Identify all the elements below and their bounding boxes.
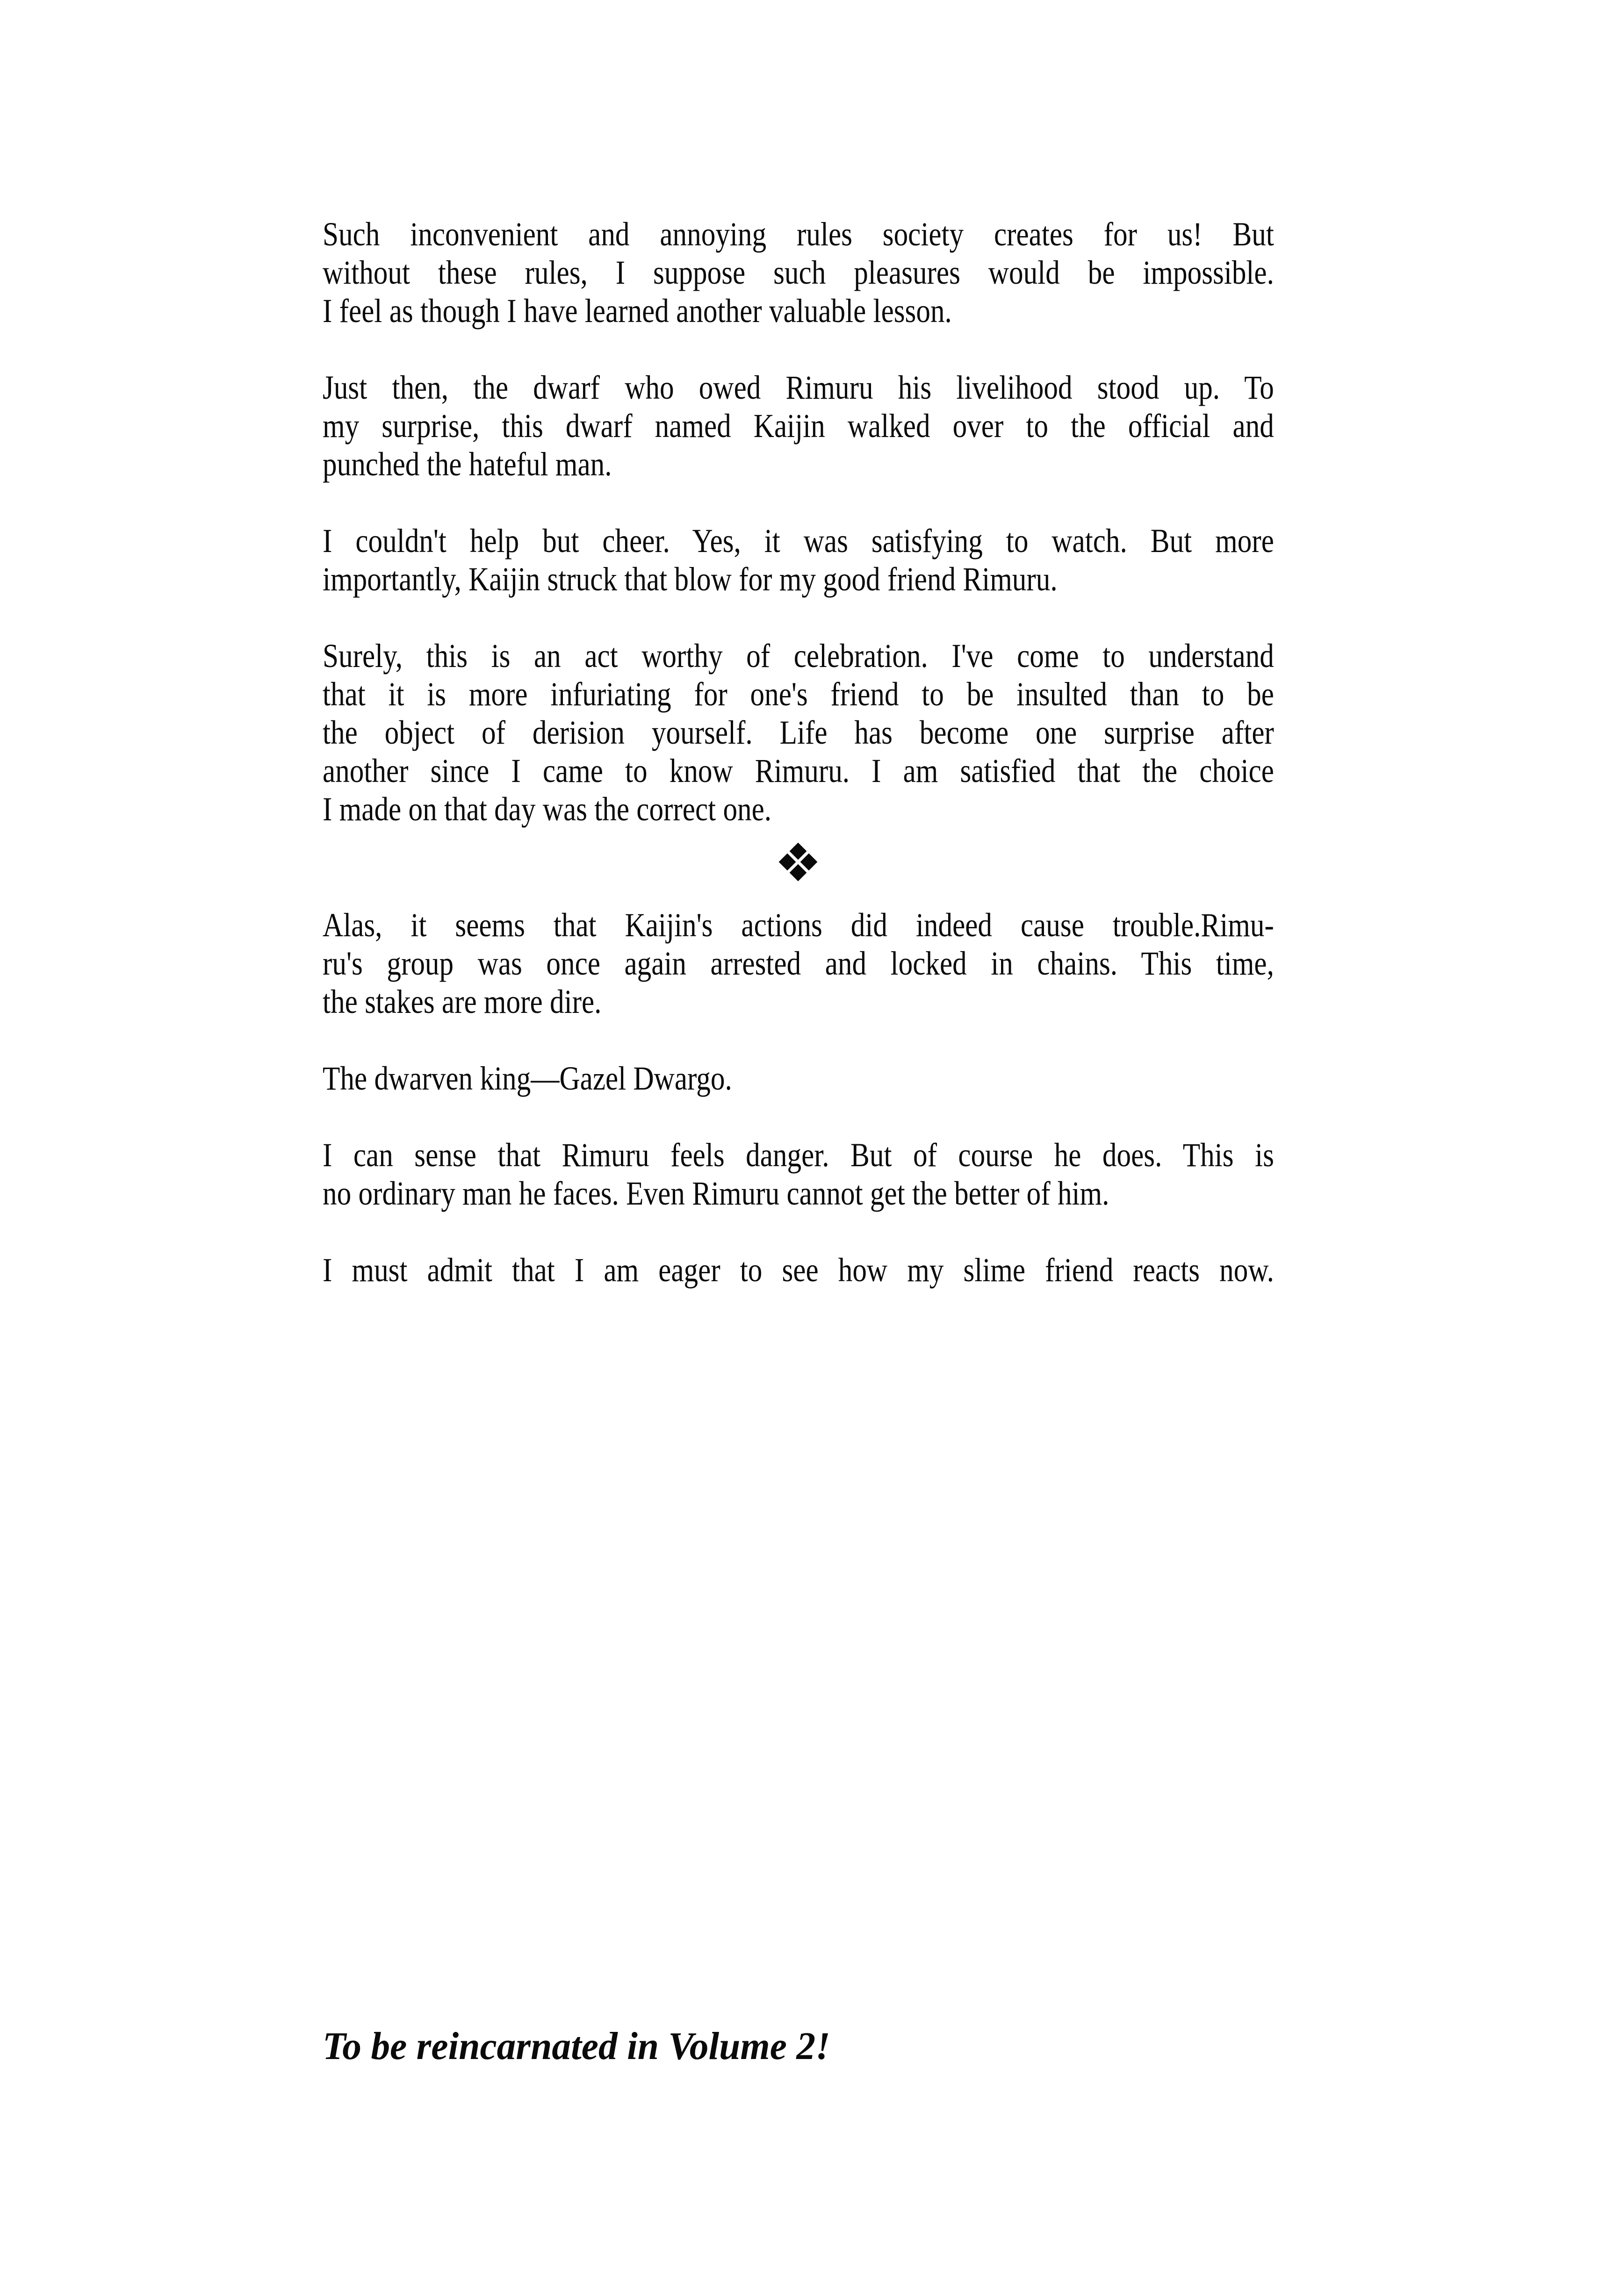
text-line: The dwarven king—Gazel Dwargo. [323,1060,732,1097]
paragraph-4 [323,637,1442,828]
text-line: without these rules, I suppose such pleasures would be impossible. [323,254,1274,291]
paragraph-5 [323,906,1442,1021]
text-line: Alas, it seems that Kaijin's actions did indeed cause trouble.Rimu- [323,906,1274,944]
text-line: importantly, Kaijin struck that blow for my good friend Rimuru. [323,560,1058,598]
paragraph-8 [323,1251,1442,1289]
text-line: another since I came to know Rimuru. I am satisfied that the choice [323,752,1274,789]
text-line: Such inconvenient and annoying rules society creates for us! But [323,215,1274,253]
text-line: punched the hateful man. [323,445,612,483]
paragraph-6 [323,1059,1442,1098]
paragraph-7 [323,1136,1442,1213]
text-line: the stakes are more dire. [323,983,602,1020]
four-diamond-separator [781,845,815,879]
text-line: the object of derision yourself. Life has become one surprise after [323,714,1274,751]
text-line: I can sense that Rimuru feels danger. But of course he does. This is [323,1136,1274,1174]
text-line: I couldn't help but cheer. Yes, it was satisfying to watch. But more [323,522,1274,560]
volume-teaser: To be reincarnated in Volume 2! [323,2024,830,2068]
text-line: I made on that day was the correct one. [323,790,772,828]
text-line: Just then, the dwarf who owed Rimuru his livelihood stood up. To [323,369,1274,406]
afterword-text [323,215,1442,1289]
text-line: that it is more infuriating for one's friend to be insulted than to be [323,675,1274,713]
text-line: ru's group was once again arrested and locked in chains. This time, [323,945,1274,982]
text-line: my surprise, this dwarf named Kaijin walked over to the official and [323,407,1274,445]
text-line: no ordinary man he faces. Even Rimuru cannot get the better of him. [323,1175,1109,1212]
diamond-icon [790,864,807,882]
text-line: I feel as though I have learned another valuable lesson. [323,292,952,330]
text-line: I must admit that I am eager to see how my slime friend reacts now. [323,1251,1274,1289]
text-line: Surely, this is an act worthy of celebration. I've come to understand [323,637,1274,674]
paragraph-3 [323,522,1442,598]
diamond-icon [800,854,818,871]
paragraph-2 [323,368,1442,483]
paragraph-1 [323,215,1442,330]
